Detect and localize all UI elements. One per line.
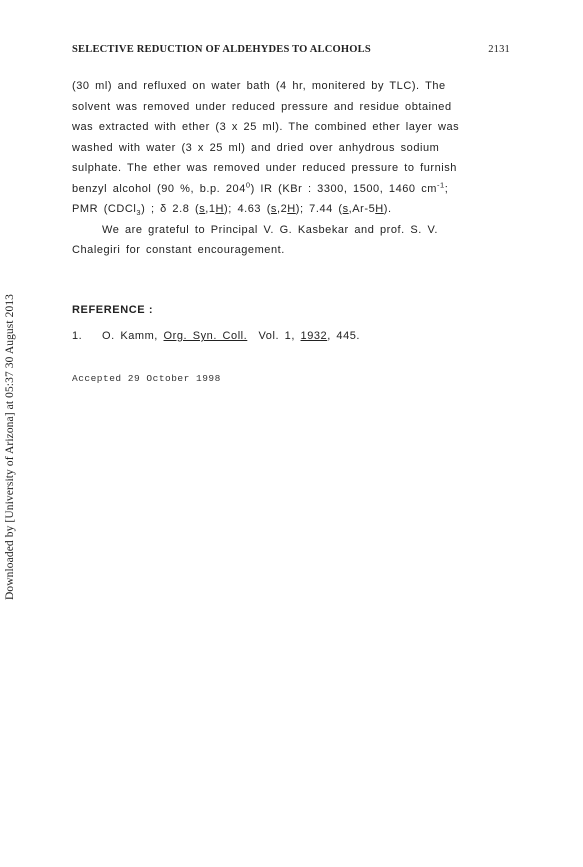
body-line-pmr xyxy=(72,199,500,220)
text-fragment: ); 4.63 ( xyxy=(224,203,271,215)
reference-journal: Org. Syn. Coll. xyxy=(163,330,248,342)
body-line: (30 ml) and refluxed on water bath (4 hr, monitered by TLC). The xyxy=(72,80,446,92)
reference-item xyxy=(72,330,360,342)
body-line: was extracted with ether (3 x 25 ml). The combined ether layer was xyxy=(72,121,460,133)
text-fragment: PMR (CDCl xyxy=(72,203,137,215)
page-number: 2131 xyxy=(488,44,510,55)
reference-pages: , 445. xyxy=(327,330,361,342)
running-title: SELECTIVE REDUCTION OF ALDEHYDES TO ALCOHOLS xyxy=(72,44,371,55)
text-fragment: ,Ar-5 xyxy=(348,203,376,215)
superscript: 0 xyxy=(245,179,251,189)
underlined-text: s xyxy=(342,203,349,215)
body-line: solvent was removed under reduced pressure and residue obtained xyxy=(72,100,452,113)
reference-number: 1. xyxy=(72,330,83,342)
text-fragment: benzyl alcohol (90 %, b.p. 204 xyxy=(72,182,246,195)
subscript: 3 xyxy=(136,208,142,218)
acknowledgement-line: Chalegiri for constant encouragement. xyxy=(72,244,285,256)
download-notice: Downloaded by [University of Arizona] at 05:37 30 August 2013 xyxy=(4,293,16,600)
reference-volume: Vol. 1, xyxy=(247,330,301,342)
running-header xyxy=(72,44,510,55)
body-line: sulphate. The ether was removed under reduced pressure to furnish xyxy=(72,162,457,174)
reference-authors: O. Kamm, xyxy=(102,330,164,342)
text-fragment: ) ; δ 2.8 ( xyxy=(141,203,200,215)
accepted-date: Accepted 29 October 1998 xyxy=(72,373,221,384)
reference-year: 1932 xyxy=(300,330,328,342)
text-fragment: ) IR (KBr : 3300, 1500, 1460 cm xyxy=(250,182,437,195)
text-fragment: ); 7.44 ( xyxy=(295,203,343,215)
underlined-text: s xyxy=(270,203,277,215)
text-fragment: ,1 xyxy=(205,203,216,215)
body-text xyxy=(72,76,500,261)
text-fragment: ,2 xyxy=(276,203,288,215)
underlined-text: H xyxy=(375,203,384,215)
text-fragment: ; xyxy=(444,182,449,195)
body-line: washed with water (3 x 25 ml) and dried over anhydrous sodium xyxy=(72,141,440,154)
references-heading: REFERENCE : xyxy=(72,304,154,316)
text-fragment: ). xyxy=(383,203,392,215)
underlined-text: H xyxy=(215,203,225,215)
underlined-text: s xyxy=(199,203,206,215)
superscript: -1 xyxy=(436,179,445,189)
acknowledgement-line: We are grateful to Principal V. G. Kasbekar and prof. S. V. xyxy=(102,223,438,236)
body-line-ir xyxy=(72,179,500,200)
underlined-text: H xyxy=(287,203,296,215)
